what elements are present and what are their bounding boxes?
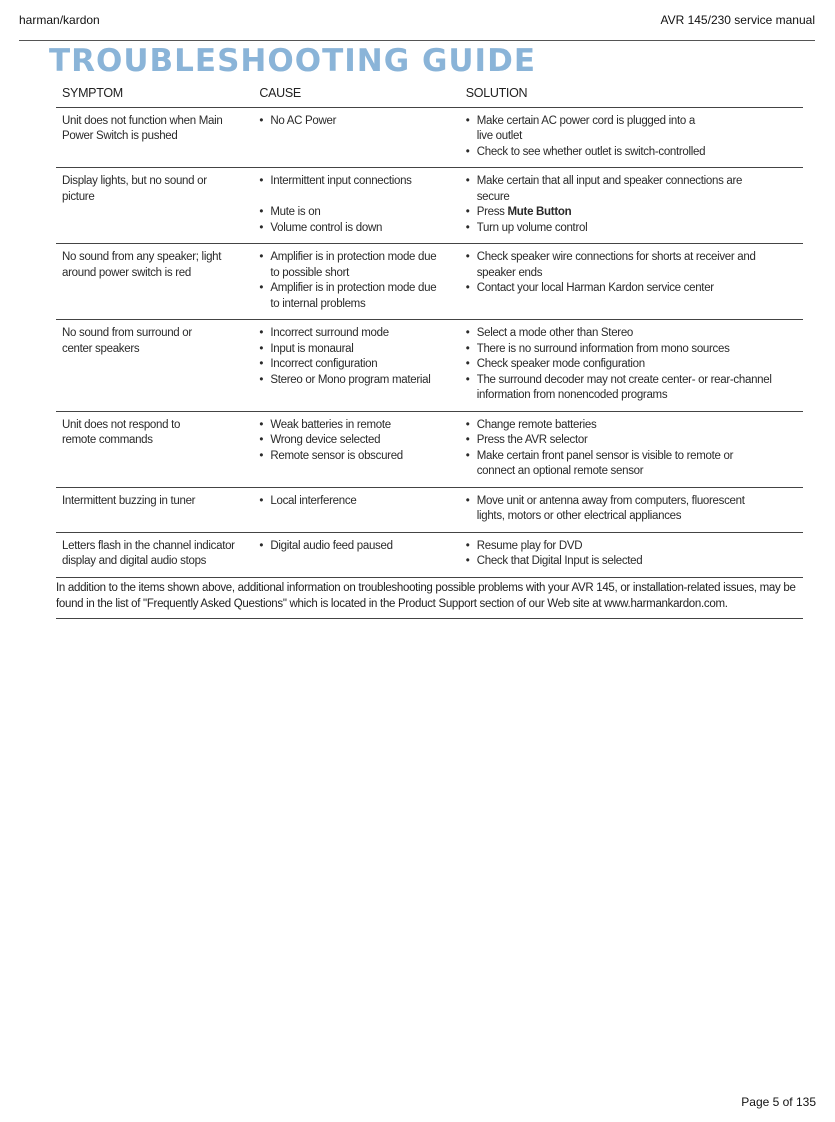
solution-list (466, 326, 803, 404)
cause-cell (253, 532, 459, 577)
symptom-cell (56, 168, 253, 244)
cause-item: • Volume control is down (259, 221, 459, 237)
solution-cell (460, 244, 803, 320)
cause-item: • Stereo or Mono program material (259, 373, 459, 389)
cause-item: • Incorrect surround mode (259, 326, 459, 342)
solution-item: • The surround decoder may not create center- or rear-channel information from nonencoded programs (466, 373, 803, 404)
solution-cell (460, 168, 803, 244)
cause-item: • Weak batteries in remote (259, 418, 459, 434)
symptom-cell (56, 411, 253, 487)
column-header-symptom: SYMPTOM (56, 80, 253, 107)
column-header-cause: CAUSE (253, 80, 459, 107)
solution-item: • Change remote batteries (466, 418, 803, 434)
additional-info-note: In addition to the items shown above, additional information on troubleshooting possible problems with your AVR 145, or installation-related issues, may be found in the list of "Frequently Asked Questions" which is located in the Product Support section of our Web site at www.harmankardon.com. (56, 579, 803, 619)
solution-item: • Make certain AC power cord is plugged into a live outlet (466, 114, 705, 145)
symptom-cell (56, 244, 253, 320)
table-row (56, 411, 803, 487)
troubleshooting-table (56, 80, 803, 578)
solution-item: • Turn up volume control (466, 221, 803, 237)
cause-cell (253, 487, 459, 532)
cause-item: • No AC Power (259, 114, 459, 130)
cause-item: • Wrong device selected (259, 433, 459, 449)
cause-item: • Intermittent input connections (259, 174, 459, 190)
symptom-text: Display lights, but no sound or picture (62, 175, 207, 203)
header-manual-title: AVR 145/230 service manual (660, 13, 815, 27)
cause-list (259, 326, 459, 388)
symptom-cell (56, 107, 253, 168)
solution-cell (460, 107, 803, 168)
table-row (56, 487, 803, 532)
solution-cell (460, 532, 803, 577)
symptom-text: Unit does not function when Main Power Switch is pushed (62, 114, 223, 142)
cause-item: • Local interference (259, 494, 459, 510)
solution-item: • Check that Digital Input is selected (466, 554, 803, 570)
cause-list (259, 250, 459, 312)
table-header-row (56, 80, 803, 107)
solution-item: • Move unit or antenna away from computers, fluorescent lights, motors or other electrical appliances (466, 494, 767, 525)
symptom-cell (56, 487, 253, 532)
solution-item: • Resume play for DVD (466, 539, 803, 555)
header-brand: harman/kardon (19, 13, 100, 27)
cause-item: • Amplifier is in protection mode due to internal problems (259, 281, 440, 312)
page-number: Page 5 of 135 (741, 1095, 816, 1109)
solution-item: • There is no surround information from mono sources (466, 342, 803, 358)
cause-cell (253, 320, 459, 412)
symptom-text: Intermittent buzzing in tuner (62, 494, 196, 507)
cause-item: • Remote sensor is obscured (259, 449, 459, 465)
solution-list (466, 114, 803, 161)
symptom-text: No sound from any speaker; light around power switch is red (62, 251, 222, 279)
solution-list (466, 174, 803, 236)
symptom-text: Unit does not respond to remote commands (62, 418, 181, 446)
table-row (56, 244, 803, 320)
table-row (56, 320, 803, 412)
cause-item: • Digital audio feed paused (259, 539, 459, 555)
cause-cell (253, 244, 459, 320)
solution-list (466, 250, 803, 297)
solution-item: • Press the AVR selector (466, 433, 803, 449)
cause-list (259, 494, 459, 510)
solution-list (466, 494, 803, 525)
solution-item: • Check speaker wire connections for shorts at receiver and speaker ends (466, 250, 787, 281)
cause-item: • Input is monaural (259, 342, 459, 358)
cause-item: • Mute is on (259, 205, 459, 221)
cause-list (259, 114, 459, 130)
solution-item: • Check to see whether outlet is switch-controlled (466, 145, 803, 161)
table-row (56, 168, 803, 244)
cause-list (259, 539, 459, 555)
solution-list (466, 418, 803, 480)
cause-cell (253, 411, 459, 487)
symptom-text: Letters flash in the channel indicator display and digital audio stops (62, 539, 235, 567)
solution-list (466, 539, 803, 570)
cause-cell (253, 107, 459, 168)
page-header (19, 12, 815, 41)
solution-cell (460, 320, 803, 412)
solution-item: • Check speaker mode configuration (466, 357, 803, 373)
symptom-cell (56, 320, 253, 412)
table-row (56, 532, 803, 577)
solution-press-prefix: Press (476, 206, 508, 218)
solution-cell (460, 487, 803, 532)
symptom-cell (56, 532, 253, 577)
cause-item: • Incorrect configuration (259, 357, 459, 373)
cause-list (259, 174, 459, 236)
solution-item: • Make certain that all input and speaker connections are secure (466, 174, 752, 205)
column-header-solution: SOLUTION (460, 80, 803, 107)
solution-item: • Select a mode other than Stereo (466, 326, 803, 342)
solution-cell (460, 411, 803, 487)
cause-item: • Amplifier is in protection mode due to possible short (259, 250, 440, 281)
mute-button-term: Mute Button (507, 206, 572, 218)
cause-cell (253, 168, 459, 244)
page-title: TROUBLESHOOTING GUIDE (49, 43, 536, 79)
solution-item (466, 205, 803, 221)
symptom-text: No sound from surround or center speakers (62, 327, 192, 355)
table-row (56, 107, 803, 168)
cause-list (259, 418, 459, 465)
solution-item: • Make certain front panel sensor is visible to remote or connect an optional remote sensor (466, 449, 752, 480)
solution-item: • Contact your local Harman Kardon service center (466, 281, 803, 297)
